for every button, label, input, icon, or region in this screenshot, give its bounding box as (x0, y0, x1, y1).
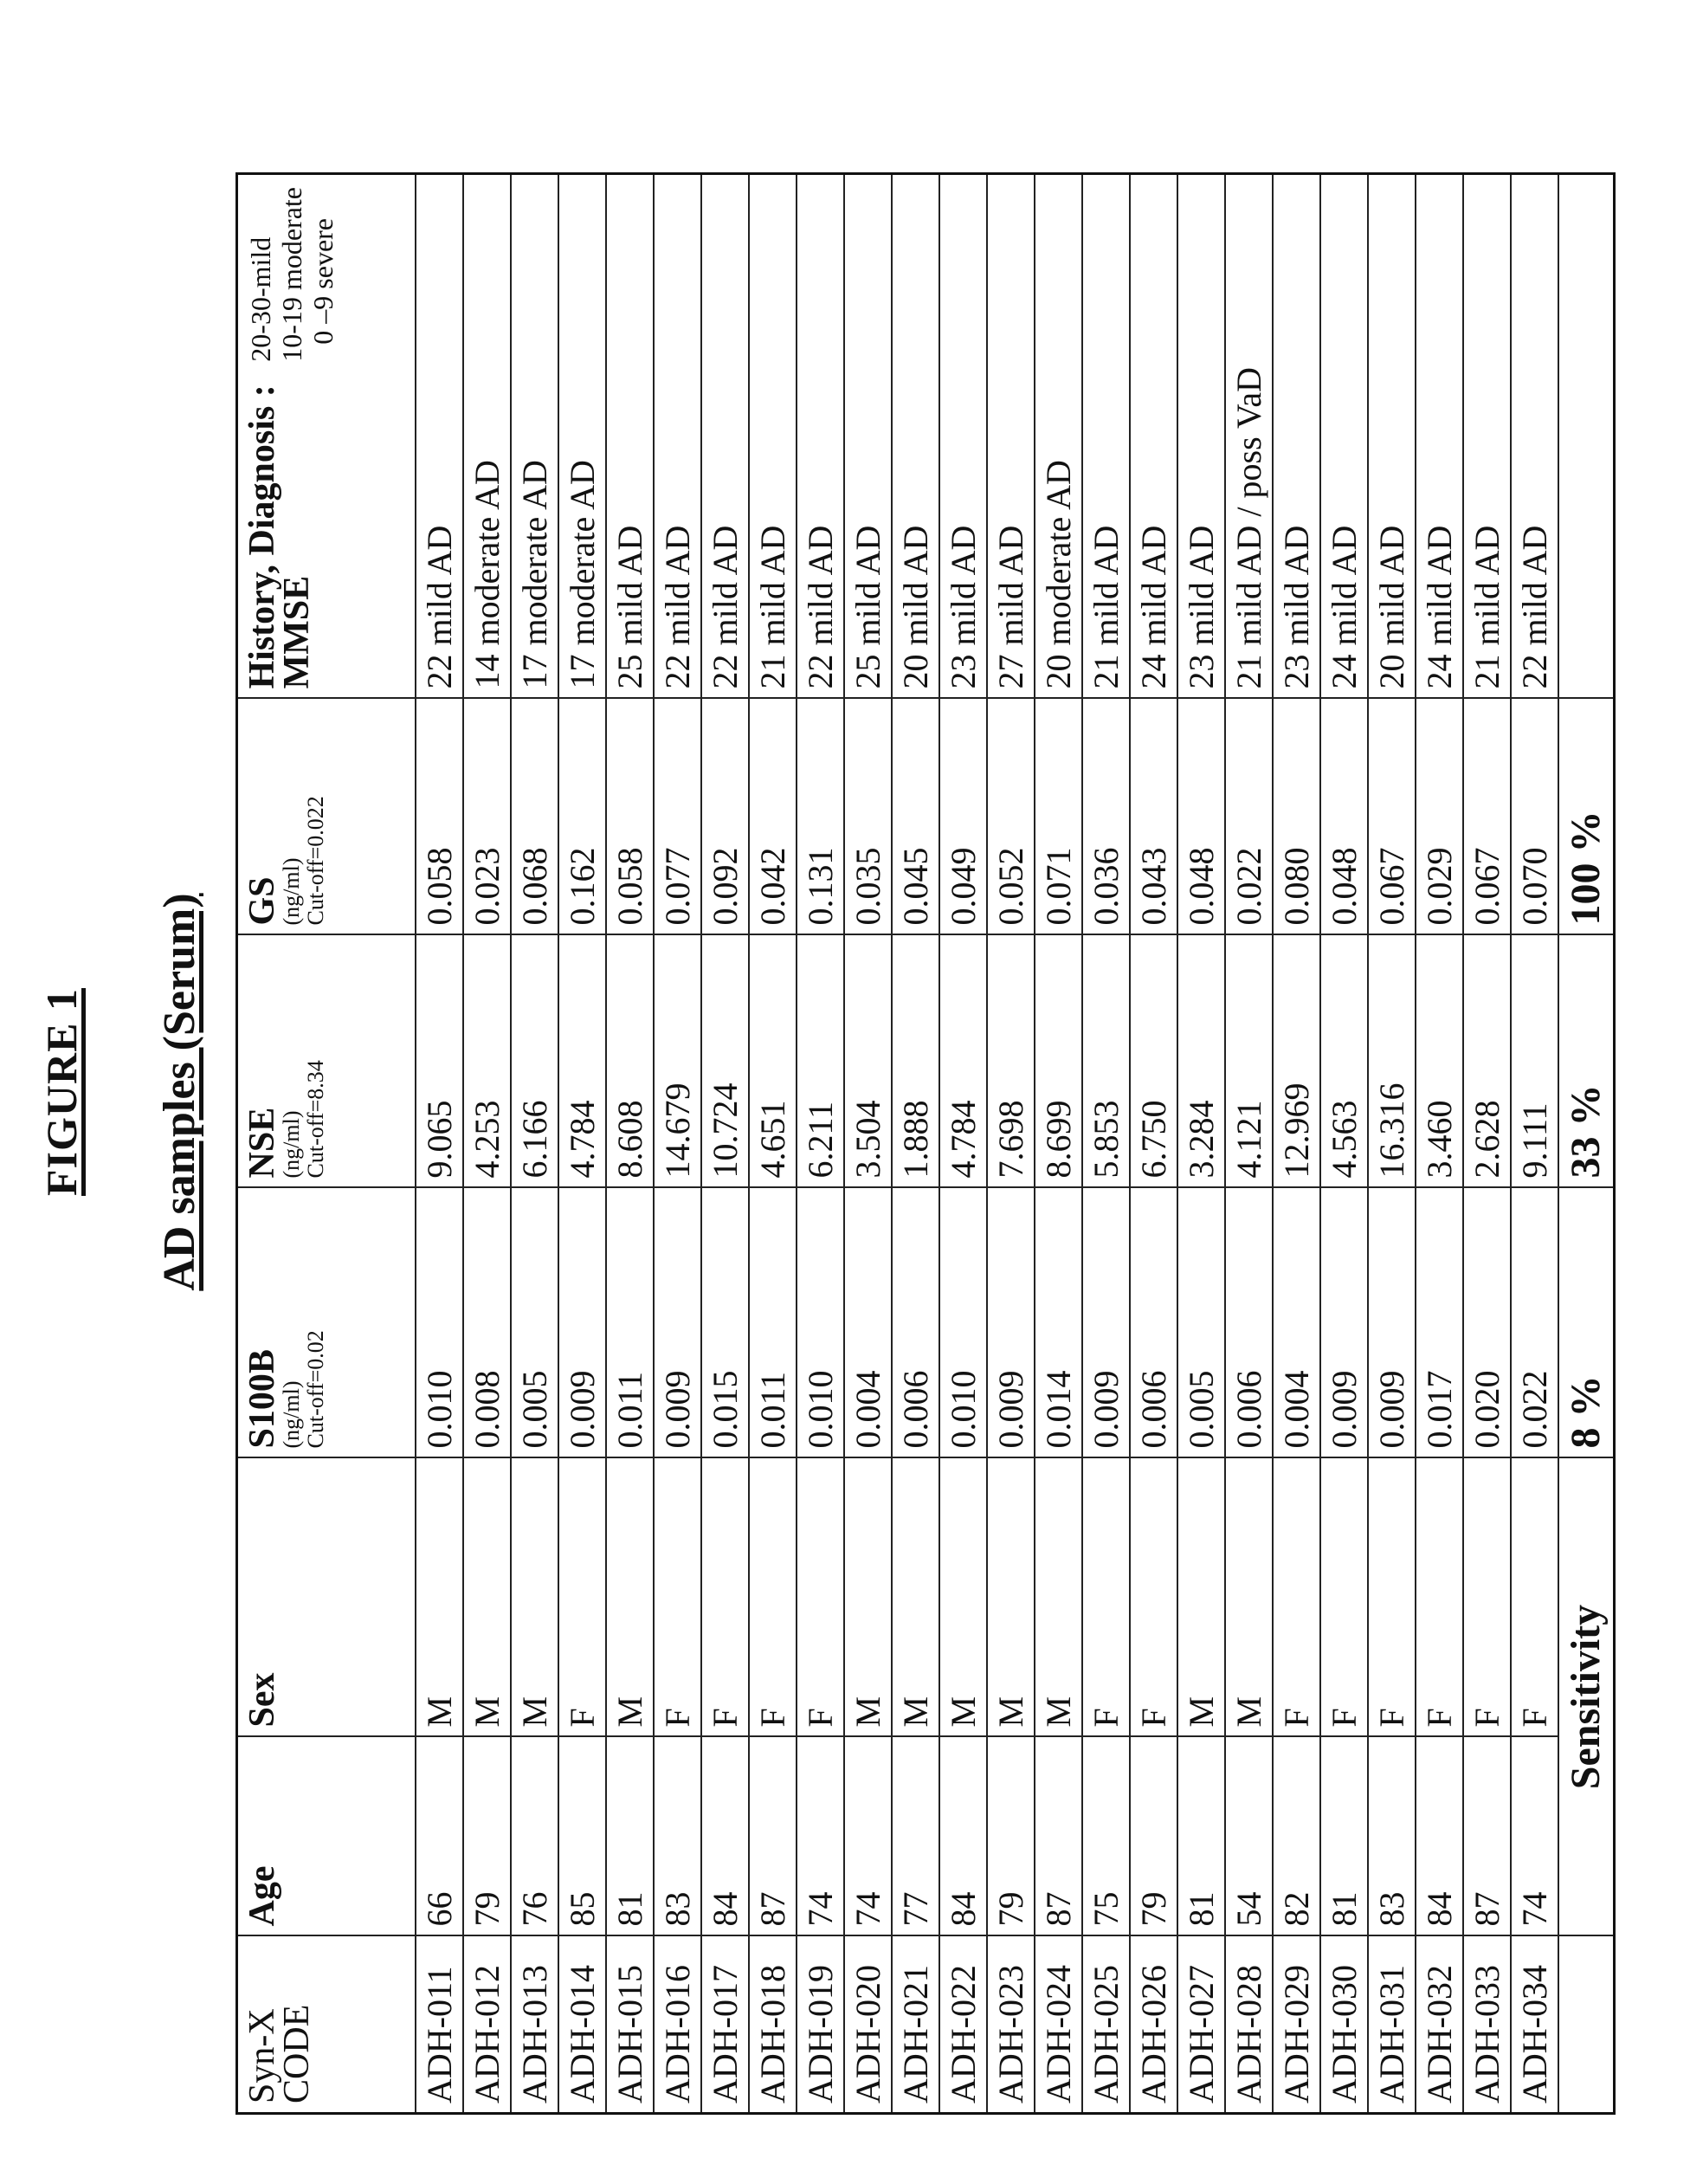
cell-gs: 0.131 (797, 699, 844, 935)
cell-nse: 9.065 (416, 935, 463, 1188)
header-s100b: S100B (ng/ml) Cut-off=0.02 (237, 1188, 416, 1458)
cell-history: 23 mild AD (939, 174, 987, 699)
cell-s100b: 0.011 (749, 1188, 797, 1458)
cell-s100b: 0.009 (1082, 1188, 1130, 1458)
table-row (892, 174, 939, 2114)
cell-s100b: 0.009 (654, 1188, 701, 1458)
cell-sex: M (463, 1458, 511, 1737)
cell-history: 22 mild AD (1511, 174, 1558, 699)
cell-gs: 0.080 (1273, 699, 1320, 935)
cell-history: 14 moderate AD (463, 174, 511, 699)
cell-s100b: 0.009 (1320, 1188, 1368, 1458)
cell-gs: 0.035 (844, 699, 892, 935)
cell-nse: 3.284 (1177, 935, 1225, 1188)
cell-age: 87 (1035, 1737, 1082, 1936)
cell-gs: 0.058 (416, 699, 463, 935)
cell-sex: M (511, 1458, 558, 1737)
cell-gs: 0.070 (1511, 699, 1558, 935)
cell-code: ADH-030 (1320, 1936, 1368, 2114)
cell-age: 84 (1416, 1737, 1463, 1936)
cell-gs: 0.092 (701, 699, 749, 935)
cell-nse: 1.888 (892, 935, 939, 1188)
cell-code: ADH-014 (558, 1936, 606, 2114)
cell-s100b: 0.014 (1035, 1188, 1082, 1458)
table-row (939, 174, 987, 2114)
cell-code: ADH-016 (654, 1936, 701, 2114)
cell-age: 75 (1082, 1737, 1130, 1936)
cell-history: 25 mild AD (844, 174, 892, 699)
cell-nse: 4.784 (939, 935, 987, 1188)
cell-age: 74 (797, 1737, 844, 1936)
cell-history: 20 moderate AD (1035, 174, 1082, 699)
cell-nse: 2.628 (1463, 935, 1511, 1188)
cell-nse: 8.608 (606, 935, 654, 1188)
table-row (987, 174, 1035, 2114)
cell-nse: 14.679 (654, 935, 701, 1188)
cell-gs: 0.068 (511, 699, 558, 935)
cell-sex: F (1273, 1458, 1320, 1737)
cell-s100b: 0.004 (1273, 1188, 1320, 1458)
cell-s100b: 0.009 (558, 1188, 606, 1458)
sensitivity-label: Sensitivity (1558, 1458, 1615, 1936)
cell-gs: 0.042 (749, 699, 797, 935)
cell-nse: 3.504 (844, 935, 892, 1188)
cell-history: 24 mild AD (1130, 174, 1177, 699)
cell-history: 27 mild AD (987, 174, 1035, 699)
cell-gs: 0.162 (558, 699, 606, 935)
cell-gs: 0.048 (1177, 699, 1225, 935)
cell-age: 81 (1177, 1737, 1225, 1936)
cell-code: ADH-013 (511, 1936, 558, 2114)
cell-gs: 0.036 (1082, 699, 1130, 935)
cell-age: 81 (1320, 1737, 1368, 1936)
header-gs: GS (ng/ml) Cut-off=0.022 (237, 699, 416, 935)
cell-s100b: 0.010 (416, 1188, 463, 1458)
table-row (1511, 174, 1558, 2114)
table-row (1177, 174, 1225, 2114)
cell-code: ADH-024 (1035, 1936, 1082, 2114)
table-row (797, 174, 844, 2114)
cell-history: 17 moderate AD (558, 174, 606, 699)
cell-s100b: 0.006 (1225, 1188, 1273, 1458)
cell-sex: M (987, 1458, 1035, 1737)
cell-nse: 6.750 (1130, 935, 1177, 1188)
cell-code: ADH-019 (797, 1936, 844, 2114)
table-row (416, 174, 463, 2114)
table-row (1130, 174, 1177, 2114)
cell-s100b: 0.005 (1177, 1188, 1225, 1458)
header-age: Age (237, 1737, 416, 1936)
table-row (701, 174, 749, 2114)
cell-code: ADH-017 (701, 1936, 749, 2114)
ad-samples-table (235, 172, 1616, 2115)
cell-s100b: 0.009 (1368, 1188, 1416, 1458)
cell-age: 54 (1225, 1737, 1273, 1936)
cell-sex: M (892, 1458, 939, 1737)
cell-nse: 12.969 (1273, 935, 1320, 1188)
figure-title: FIGURE 1 (36, 0, 87, 2184)
cell-age: 79 (463, 1737, 511, 1936)
cell-age: 77 (892, 1737, 939, 1936)
table-row (1082, 174, 1130, 2114)
cell-sex: F (654, 1458, 701, 1737)
cell-s100b: 0.010 (797, 1188, 844, 1458)
cell-age: 79 (987, 1737, 1035, 1936)
cell-nse: 8.699 (1035, 935, 1082, 1188)
cell-gs: 0.067 (1463, 699, 1511, 935)
table-row (654, 174, 701, 2114)
cell-s100b: 0.010 (939, 1188, 987, 1458)
table-row (1035, 174, 1082, 2114)
table-row (511, 174, 558, 2114)
document-page (0, 0, 1690, 2184)
table-row (749, 174, 797, 2114)
cell-age: 87 (1463, 1737, 1511, 1936)
cell-nse: 4.784 (558, 935, 606, 1188)
cell-sex: M (1177, 1458, 1225, 1737)
cell-gs: 0.029 (1416, 699, 1463, 935)
cell-s100b: 0.015 (701, 1188, 749, 1458)
cell-s100b: 0.011 (606, 1188, 654, 1458)
sensitivity-gs: 100 % (1558, 699, 1615, 935)
cell-sex: F (797, 1458, 844, 1737)
cell-age: 76 (511, 1737, 558, 1936)
table-footer (1558, 174, 1615, 2114)
cell-age: 66 (416, 1737, 463, 1936)
cell-nse: 5.853 (1082, 935, 1130, 1188)
table-row (1463, 174, 1511, 2114)
cell-nse: 10.724 (701, 935, 749, 1188)
cell-age: 83 (654, 1737, 701, 1936)
cell-age: 79 (1130, 1737, 1177, 1936)
header-row (237, 174, 416, 2114)
cell-nse: 4.253 (463, 935, 511, 1188)
sensitivity-nse: 33 % (1558, 935, 1615, 1188)
table-row (844, 174, 892, 2114)
cell-sex: M (1035, 1458, 1082, 1737)
cell-code: ADH-026 (1130, 1936, 1177, 2114)
cell-gs: 0.022 (1225, 699, 1273, 935)
cell-s100b: 0.005 (511, 1188, 558, 1458)
cell-age: 84 (939, 1737, 987, 1936)
cell-code: ADH-015 (606, 1936, 654, 2114)
cell-nse: 4.121 (1225, 935, 1273, 1188)
footer-blank (1558, 1936, 1615, 2114)
cell-gs: 0.048 (1320, 699, 1368, 935)
cell-history: 24 mild AD (1416, 174, 1463, 699)
table-row (1368, 174, 1416, 2114)
cell-sex: M (416, 1458, 463, 1737)
header-code: Syn-X CODE (237, 1936, 416, 2114)
cell-code: ADH-025 (1082, 1936, 1130, 2114)
table-row (558, 174, 606, 2114)
cell-history: 21 mild AD (1463, 174, 1511, 699)
cell-gs: 0.058 (606, 699, 654, 935)
cell-code: ADH-032 (1416, 1936, 1463, 2114)
table-row (463, 174, 511, 2114)
cell-sex: F (1368, 1458, 1416, 1737)
table-row (1225, 174, 1273, 2114)
cell-history: 20 mild AD (1368, 174, 1416, 699)
cell-code: ADH-012 (463, 1936, 511, 2114)
cell-sex: F (1320, 1458, 1368, 1737)
cell-history: 21 mild AD (1082, 174, 1130, 699)
cell-nse: 4.651 (749, 935, 797, 1188)
cell-age: 84 (701, 1737, 749, 1936)
cell-sex: F (1082, 1458, 1130, 1737)
cell-history: 23 mild AD (1273, 174, 1320, 699)
cell-history: 22 mild AD (701, 174, 749, 699)
cell-gs: 0.067 (1368, 699, 1416, 935)
cell-age: 74 (844, 1737, 892, 1936)
cell-nse: 16.316 (1368, 935, 1416, 1188)
cell-sex: M (1225, 1458, 1273, 1737)
cell-s100b: 0.022 (1511, 1188, 1558, 1458)
cell-gs: 0.077 (654, 699, 701, 935)
cell-gs: 0.023 (463, 699, 511, 935)
cell-code: ADH-020 (844, 1936, 892, 2114)
cell-nse: 9.111 (1511, 935, 1558, 1188)
cell-history: 20 mild AD (892, 174, 939, 699)
cell-sex: F (558, 1458, 606, 1737)
cell-code: ADH-018 (749, 1936, 797, 2114)
table-row (1320, 174, 1368, 2114)
cell-code: ADH-023 (987, 1936, 1035, 2114)
cell-age: 87 (749, 1737, 797, 1936)
table-row (606, 174, 654, 2114)
cell-sex: M (606, 1458, 654, 1737)
cell-age: 82 (1273, 1737, 1320, 1936)
cell-gs: 0.045 (892, 699, 939, 935)
cell-history: 22 mild AD (416, 174, 463, 699)
table-header (237, 174, 416, 2114)
cell-sex: M (844, 1458, 892, 1737)
cell-history: 22 mild AD (797, 174, 844, 699)
cell-sex: F (1463, 1458, 1511, 1737)
cell-nse: 3.460 (1416, 935, 1463, 1188)
cell-history: 17 moderate AD (511, 174, 558, 699)
cell-gs: 0.071 (1035, 699, 1082, 935)
cell-age: 74 (1511, 1737, 1558, 1936)
cell-code: ADH-029 (1273, 1936, 1320, 2114)
cell-s100b: 0.006 (892, 1188, 939, 1458)
sensitivity-row (1558, 174, 1615, 2114)
header-history: 20-30-mild 10-19 moderate 0 –9 severe History, Diagnosis : MMSE (237, 174, 416, 699)
cell-history: 21 mild AD (749, 174, 797, 699)
sensitivity-s100b: 8 % (1558, 1188, 1615, 1458)
cell-s100b: 0.008 (463, 1188, 511, 1458)
cell-history: 23 mild AD (1177, 174, 1225, 699)
cell-age: 83 (1368, 1737, 1416, 1936)
cell-s100b: 0.006 (1130, 1188, 1177, 1458)
cell-code: ADH-021 (892, 1936, 939, 2114)
cell-gs: 0.049 (939, 699, 987, 935)
cell-history: 22 mild AD (654, 174, 701, 699)
cell-code: ADH-011 (416, 1936, 463, 2114)
cell-sex: F (701, 1458, 749, 1737)
cell-sex: F (1416, 1458, 1463, 1737)
cell-nse: 4.563 (1320, 935, 1368, 1188)
cell-s100b: 0.004 (844, 1188, 892, 1458)
cell-code: ADH-033 (1463, 1936, 1511, 2114)
footer-history-blank (1558, 174, 1615, 699)
cell-age: 85 (558, 1737, 606, 1936)
cell-age: 81 (606, 1737, 654, 1936)
header-sex: Sex (237, 1458, 416, 1737)
cell-s100b: 0.009 (987, 1188, 1035, 1458)
cell-history: 25 mild AD (606, 174, 654, 699)
cell-history: 21 mild AD / poss VaD (1225, 174, 1273, 699)
mmse-scale-legend: 20-30-mild 10-19 moderate 0 –9 severe (245, 175, 339, 362)
cell-code: ADH-031 (1368, 1936, 1416, 2114)
cell-s100b: 0.020 (1463, 1188, 1511, 1458)
cell-sex: F (1511, 1458, 1558, 1737)
cell-code: ADH-034 (1511, 1936, 1558, 2114)
cell-nse: 6.166 (511, 935, 558, 1188)
table-title: AD samples (Serum) (154, 0, 205, 2184)
cell-sex: F (749, 1458, 797, 1737)
header-nse: NSE (ng/ml) Cut-off=8.34 (237, 935, 416, 1188)
cell-gs: 0.043 (1130, 699, 1177, 935)
cell-code: ADH-027 (1177, 1936, 1225, 2114)
table-row (1416, 174, 1463, 2114)
cell-gs: 0.052 (987, 699, 1035, 935)
cell-nse: 6.211 (797, 935, 844, 1188)
cell-history: 24 mild AD (1320, 174, 1368, 699)
cell-sex: M (939, 1458, 987, 1737)
cell-code: ADH-028 (1225, 1936, 1273, 2114)
cell-code: ADH-022 (939, 1936, 987, 2114)
cell-nse: 7.698 (987, 935, 1035, 1188)
cell-sex: F (1130, 1458, 1177, 1737)
table-body (416, 174, 1558, 2114)
cell-s100b: 0.017 (1416, 1188, 1463, 1458)
table-row (1273, 174, 1320, 2114)
